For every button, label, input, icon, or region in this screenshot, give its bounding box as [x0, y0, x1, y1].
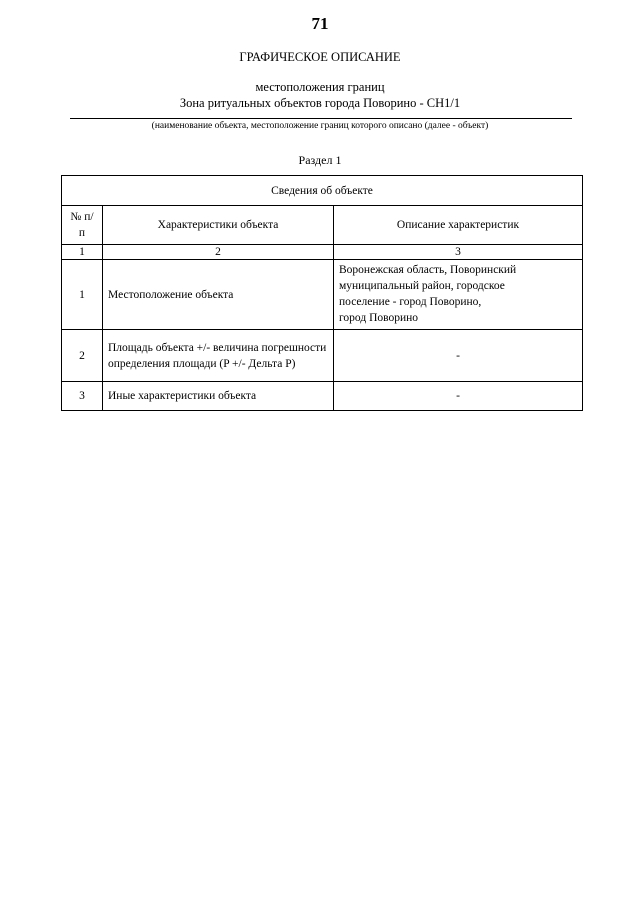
- object-info-table: [61, 175, 583, 411]
- document-subtitle-line1: местоположения границ: [255, 80, 385, 94]
- table-columns-row: [62, 206, 583, 245]
- column-number: 1: [62, 245, 103, 260]
- object-caption: (наименование объекта, местоположение границ которого описано (далее - объект): [151, 121, 489, 131]
- table-header: Сведения об объекте: [62, 176, 583, 206]
- description-line: поселение - город Поворино,: [339, 296, 482, 308]
- page-number: 71: [311, 14, 329, 33]
- table-row: [62, 330, 583, 382]
- row-num: 1: [62, 260, 103, 330]
- row-characteristic: Местоположение объекта: [103, 260, 334, 330]
- table-row: [62, 260, 583, 330]
- row-description: [334, 260, 583, 330]
- description-line: муниципальный район, городское: [339, 280, 505, 292]
- table-header-row: [62, 176, 583, 206]
- description-line: Воронежская область, Поворинский: [339, 264, 517, 276]
- title-underline: [70, 118, 572, 119]
- column-numbers-row: [62, 245, 583, 260]
- row-description: -: [334, 382, 583, 411]
- row-characteristic: Площадь объекта +/- величина погрешности определения площади (P +/- Дельта P): [103, 330, 334, 382]
- column-number: 3: [334, 245, 583, 260]
- row-description: -: [334, 330, 583, 382]
- column-num: № п/п: [62, 206, 103, 245]
- description-line: город Поворино: [339, 312, 419, 324]
- column-number: 2: [103, 245, 334, 260]
- section-title: Раздел 1: [298, 153, 342, 167]
- column-characteristics: Характеристики объекта: [103, 206, 334, 245]
- document-title: ГРАФИЧЕСКОЕ ОПИСАНИЕ: [239, 50, 401, 64]
- document-subtitle-line2: Зона ритуальных объектов города Поворино - СН1/1: [179, 96, 461, 110]
- row-num: 3: [62, 382, 103, 411]
- row-characteristic: Иные характеристики объекта: [103, 382, 334, 411]
- table-row: [62, 382, 583, 411]
- column-description: Описание характеристик: [334, 206, 583, 245]
- row-num: 2: [62, 330, 103, 382]
